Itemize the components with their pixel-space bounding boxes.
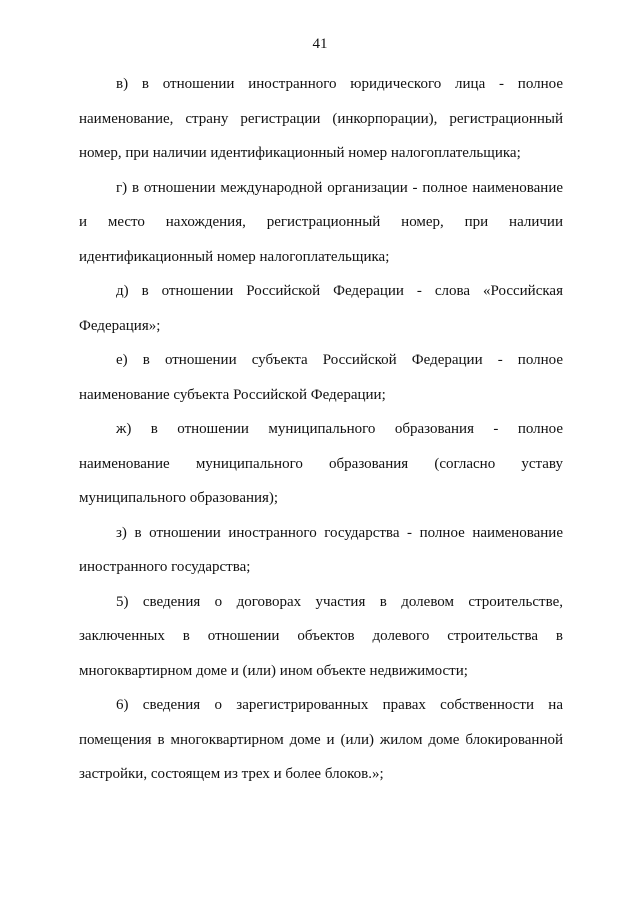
paragraph-federal-subject: е) в отношении субъекта Российской Федерации - полное наименование субъекта Российской Федерации; (79, 352, 563, 403)
paragraph-shared-construction-contracts: 5) сведения о договорах участия в долевом строительстве, заключенных в отношении объектов долевого строительства в многоквартирном доме и (или) ином объекте недвижимости; (79, 593, 563, 679)
paragraph-russian-federation: д) в отношении Российской Федерации - слова «Российская Федерация»; (79, 283, 563, 334)
paragraph-registered-ownership-rights: 6) сведения о зарегистрированных правах собственности на помещения в многоквартирном доме и (или) жилом доме блокированной застройки, состоящем из трех и более блоков.»; (79, 697, 563, 782)
paragraph-foreign-legal-entity: в) в отношении иностранного юридического лица - полное наименование, страну регистрации (инкорпорации), регистрационный номер, при наличии идентификационный номер налогоплательщика; (79, 76, 563, 161)
paragraph-international-organization: г) в отношении международной организации - полное наименование и место нахождения, регистрационный номер, при наличии идентификационный номер налогоплательщика; (79, 179, 563, 265)
paragraph-municipality: ж) в отношении муниципального образования - полное наименование муниципального образования (согласно уставу муниципального образования); (79, 421, 563, 506)
page-number: 41 (312, 36, 328, 52)
document-body (79, 67, 563, 792)
paragraph-foreign-state: з) в отношении иностранного государства - полное наименование иностранного государства; (79, 524, 563, 575)
